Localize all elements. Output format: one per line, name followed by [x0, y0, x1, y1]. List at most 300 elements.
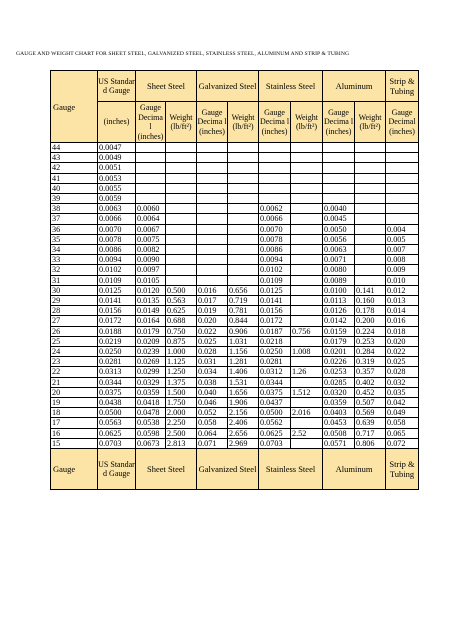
table-cell: 2.406: [228, 418, 259, 428]
gauge-number-cell: 38: [51, 204, 98, 214]
table-cell: [291, 306, 323, 316]
table-cell: [166, 214, 197, 224]
table-cell: 0.004: [386, 224, 419, 234]
table-cell: 0.0164: [136, 316, 166, 326]
table-cell: 1.26: [291, 367, 323, 377]
table-cell: [197, 275, 228, 285]
table-row: [51, 336, 419, 346]
table-cell: 0.500: [166, 285, 197, 295]
table-cell: 1.531: [228, 377, 259, 387]
table-cell: 0.032: [386, 377, 419, 387]
table-cell: [291, 194, 323, 204]
table-cell: 0.0071: [323, 255, 355, 265]
gauge-number-cell: 39: [51, 194, 98, 204]
table-cell: [386, 204, 419, 214]
footer-aluminum: Aluminum: [323, 449, 386, 490]
table-cell: 0.0418: [136, 398, 166, 408]
table-cell: [136, 153, 166, 163]
table-cell: 1.375: [166, 377, 197, 387]
table-cell: 0.020: [197, 316, 228, 326]
table-cell: 0.025: [386, 357, 419, 367]
table-cell: 0.0437: [259, 398, 291, 408]
table-cell: 0.160: [355, 296, 386, 306]
table-cell: 2.250: [166, 418, 197, 428]
table-cell: [355, 214, 386, 224]
table-cell: 1.750: [166, 398, 197, 408]
header-aluminum: Aluminum: [323, 71, 386, 102]
table-cell: 0.0125: [98, 285, 136, 295]
table-cell: [197, 214, 228, 224]
table-cell: [323, 194, 355, 204]
table-cell: 0.0218: [259, 336, 291, 346]
table-cell: [197, 255, 228, 265]
table-cell: [323, 143, 355, 153]
table-cell: 0.0102: [98, 265, 136, 275]
gauge-number-cell: 28: [51, 306, 98, 316]
table-cell: 0.0226: [323, 357, 355, 367]
table-cell: [259, 173, 291, 183]
table-cell: 1.156: [228, 347, 259, 357]
table-cell: 0.357: [355, 367, 386, 377]
table-cell: 0.0141: [259, 296, 291, 306]
table-cell: [166, 275, 197, 285]
chart-title: GAUGE AND WEIGHT CHART FOR SHEET STEEL, GALVANIZED STEEL, STAINLESS STEEL, ALUMINUM AND STRIP & TUBING: [16, 51, 350, 57]
table-cell: [386, 183, 419, 193]
table-cell: [291, 204, 323, 214]
footer-stainless-steel: Stainless Steel: [259, 449, 323, 490]
table-cell: [386, 163, 419, 173]
table-cell: 0.022: [197, 326, 228, 336]
table-cell: 2.016: [291, 408, 323, 418]
table-cell: 0.0105: [136, 275, 166, 285]
table-cell: 0.563: [166, 296, 197, 306]
table-cell: 0.0375: [259, 387, 291, 397]
table-row: [51, 143, 419, 153]
table-cell: 2.656: [228, 428, 259, 438]
table-cell: 0.0625: [259, 428, 291, 438]
table-cell: [197, 245, 228, 255]
table-cell: [323, 183, 355, 193]
table-cell: [355, 163, 386, 173]
table-cell: 0.0329: [136, 377, 166, 387]
table-cell: 0.009: [386, 265, 419, 275]
table-row: [51, 265, 419, 275]
table-cell: [197, 194, 228, 204]
table-row: [51, 285, 419, 295]
gauge-number-cell: 31: [51, 275, 98, 285]
table-cell: 0.253: [355, 336, 386, 346]
table-cell: 0.0050: [323, 224, 355, 234]
table-cell: 0.284: [355, 347, 386, 357]
header-stainless-weight: Weight (lb/ft²): [291, 102, 323, 143]
table-row: [51, 387, 419, 397]
table-cell: 0.0051: [98, 163, 136, 173]
table-row: [51, 224, 419, 234]
table-cell: 0.0059: [98, 194, 136, 204]
table-cell: 0.0285: [323, 377, 355, 387]
gauge-number-cell: 33: [51, 255, 98, 265]
table-row: [51, 316, 419, 326]
header-stainless-gauge-decimal: Gauge Decima l (inches): [259, 102, 291, 143]
table-cell: [355, 255, 386, 265]
header-sheet-steel: Sheet Steel: [136, 71, 197, 102]
gauge-number-cell: 26: [51, 326, 98, 336]
table-cell: [291, 275, 323, 285]
table-cell: [291, 357, 323, 367]
table-cell: 0.0040: [323, 204, 355, 214]
table-cell: [291, 377, 323, 387]
table-cell: 1.281: [228, 357, 259, 367]
table-cell: 0.0209: [136, 336, 166, 346]
table-cell: 0.0156: [98, 306, 136, 316]
table-cell: 0.0045: [323, 214, 355, 224]
table-cell: [166, 234, 197, 244]
table-cell: 0.0344: [259, 377, 291, 387]
table-cell: [291, 398, 323, 408]
table-cell: 0.0067: [136, 224, 166, 234]
table-cell: 0.040: [197, 387, 228, 397]
header-sheet-weight: Weight (lb/ft²): [166, 102, 197, 143]
table-row: [51, 296, 419, 306]
table-cell: 0.0313: [98, 367, 136, 377]
table-cell: 0.0063: [98, 204, 136, 214]
table-cell: [355, 183, 386, 193]
table-row: [51, 183, 419, 193]
table-cell: 2.969: [228, 438, 259, 448]
table-cell: [228, 275, 259, 285]
table-cell: 0.0102: [259, 265, 291, 275]
table-cell: 0.019: [197, 306, 228, 316]
table-cell: 0.507: [355, 398, 386, 408]
table-cell: 0.0320: [323, 387, 355, 397]
table-cell: 0.0113: [323, 296, 355, 306]
table-cell: 0.025: [197, 336, 228, 346]
table-cell: 0.0250: [98, 347, 136, 357]
gauge-number-cell: 18: [51, 408, 98, 418]
table-cell: 0.034: [197, 367, 228, 377]
table-cell: 2.813: [166, 438, 197, 448]
header-row-units: [51, 102, 419, 143]
table-cell: 0.0159: [323, 326, 355, 336]
gauge-number-cell: 30: [51, 285, 98, 295]
table-cell: 0.0269: [136, 357, 166, 367]
table-cell: [228, 245, 259, 255]
table-cell: 0.0142: [323, 316, 355, 326]
table-cell: [166, 143, 197, 153]
table-row: [51, 347, 419, 357]
table-cell: [291, 418, 323, 428]
table-cell: 0.0703: [98, 438, 136, 448]
table-cell: 0.0126: [323, 306, 355, 316]
table-cell: [197, 204, 228, 214]
table-cell: [355, 224, 386, 234]
table-cell: 0.008: [386, 255, 419, 265]
table-cell: 0.022: [386, 347, 419, 357]
table-cell: [228, 194, 259, 204]
table-cell: 0.0571: [323, 438, 355, 448]
table-cell: 1.406: [228, 367, 259, 377]
header-galvanized-steel: Galvanized Steel: [197, 71, 259, 102]
table-cell: 0.0082: [136, 245, 166, 255]
table-cell: 0.018: [386, 326, 419, 336]
table-cell: 0.319: [355, 357, 386, 367]
table-cell: 0.178: [355, 306, 386, 316]
table-cell: 0.656: [228, 285, 259, 295]
gauge-number-cell: 23: [51, 357, 98, 367]
header-alum-weight: Weight (lb/ft²): [355, 102, 386, 143]
table-cell: [355, 194, 386, 204]
table-cell: [228, 224, 259, 234]
header-sheet-gauge-decimal: Gauge Decima l (inches): [136, 102, 166, 143]
table-cell: 0.064: [197, 428, 228, 438]
table-cell: 0.0049: [98, 153, 136, 163]
table-cell: 0.072: [386, 438, 419, 448]
table-row: [51, 214, 419, 224]
table-cell: 0.031: [197, 357, 228, 367]
table-cell: [291, 173, 323, 183]
table-cell: 0.007: [386, 245, 419, 255]
table-cell: 0.0281: [259, 357, 291, 367]
table-cell: 0.0109: [259, 275, 291, 285]
table-cell: [197, 234, 228, 244]
table-cell: [197, 153, 228, 163]
table-cell: [166, 173, 197, 183]
header-galv-weight: Weight (lb/ft²): [228, 102, 259, 143]
table-cell: [291, 224, 323, 234]
table-cell: 0.402: [355, 377, 386, 387]
footer-us-standard-gauge: US Standar d Gauge: [98, 449, 136, 490]
table-cell: [355, 234, 386, 244]
table-cell: 0.0078: [259, 234, 291, 244]
gauge-number-cell: 44: [51, 143, 98, 153]
gauge-number-cell: 41: [51, 173, 98, 183]
table-cell: 0.0149: [136, 306, 166, 316]
table-cell: 1.250: [166, 367, 197, 377]
table-cell: 0.065: [386, 428, 419, 438]
table-cell: 0.071: [197, 438, 228, 448]
table-cell: [291, 336, 323, 346]
table-cell: 0.0056: [323, 234, 355, 244]
table-cell: 0.0047: [98, 143, 136, 153]
header-strip-tubing: Strip & Tubing: [386, 71, 419, 102]
table-cell: 0.0141: [98, 296, 136, 306]
table-cell: 0.0053: [98, 173, 136, 183]
table-row: [51, 245, 419, 255]
table-row: [51, 194, 419, 204]
table-cell: 2.500: [166, 428, 197, 438]
table-cell: 0.0080: [323, 265, 355, 275]
table-cell: [355, 143, 386, 153]
footer-strip-tubing: Strip & Tubing: [386, 449, 419, 490]
table-cell: [136, 163, 166, 173]
table-cell: 0.0625: [98, 428, 136, 438]
table-cell: 0.0060: [136, 204, 166, 214]
table-cell: [291, 163, 323, 173]
table-cell: 0.020: [386, 336, 419, 346]
table-cell: 0.0179: [136, 326, 166, 336]
table-cell: 0.0090: [136, 255, 166, 265]
gauge-number-cell: 35: [51, 234, 98, 244]
table-cell: [136, 143, 166, 153]
table-cell: 0.0453: [323, 418, 355, 428]
table-cell: [291, 255, 323, 265]
table-cell: [166, 224, 197, 234]
table-cell: 0.0179: [323, 336, 355, 346]
table-cell: [291, 265, 323, 275]
table-cell: [197, 224, 228, 234]
table-cell: [228, 265, 259, 275]
header-strip-gauge-decimal: Gauge Decimal (inches): [386, 102, 419, 143]
header-us-inches: (inches): [98, 102, 136, 143]
table-cell: 0.0086: [98, 245, 136, 255]
table-cell: 0.0172: [259, 316, 291, 326]
table-cell: 0.0375: [98, 387, 136, 397]
table-cell: 0.0109: [98, 275, 136, 285]
gauge-number-cell: 24: [51, 347, 98, 357]
table-cell: 0.046: [197, 398, 228, 408]
table-cell: 0.0344: [98, 377, 136, 387]
table-row: [51, 153, 419, 163]
table-cell: 0.038: [197, 377, 228, 387]
table-cell: [166, 183, 197, 193]
table-cell: [386, 143, 419, 153]
table-cell: [166, 194, 197, 204]
table-cell: [259, 143, 291, 153]
gauge-number-cell: 27: [51, 316, 98, 326]
table-cell: 1.000: [166, 347, 197, 357]
table-cell: 0.0538: [136, 418, 166, 428]
table-row: [51, 275, 419, 285]
table-cell: 0.012: [386, 285, 419, 295]
table-cell: 0.010: [386, 275, 419, 285]
table-cell: [197, 265, 228, 275]
table-cell: [197, 183, 228, 193]
table-cell: [228, 143, 259, 153]
table-cell: 0.224: [355, 326, 386, 336]
table-cell: 0.141: [355, 285, 386, 295]
gauge-number-cell: 36: [51, 224, 98, 234]
table-cell: 0.844: [228, 316, 259, 326]
table-cell: 0.058: [386, 418, 419, 428]
table-cell: 1.906: [228, 398, 259, 408]
table-cell: [386, 153, 419, 163]
table-cell: [291, 245, 323, 255]
table-cell: [197, 173, 228, 183]
table-cell: 0.005: [386, 234, 419, 244]
table-cell: 0.017: [197, 296, 228, 306]
table-cell: [166, 153, 197, 163]
table-cell: 0.0187: [259, 326, 291, 336]
table-cell: [386, 214, 419, 224]
header-stainless-steel: Stainless Steel: [259, 71, 323, 102]
table-cell: 0.0070: [259, 224, 291, 234]
table-cell: [136, 183, 166, 193]
table-cell: [136, 173, 166, 183]
table-row: [51, 438, 419, 448]
table-row: [51, 204, 419, 214]
table-cell: [228, 183, 259, 193]
table-cell: [228, 214, 259, 224]
table-cell: 0.016: [386, 316, 419, 326]
table-cell: 0.0312: [259, 367, 291, 377]
table-cell: [323, 173, 355, 183]
gauge-number-cell: 15: [51, 438, 98, 448]
table-cell: [355, 153, 386, 163]
table-cell: [355, 265, 386, 275]
gauge-weight-table: [50, 70, 419, 490]
table-cell: 0.058: [197, 418, 228, 428]
table-cell: 2.000: [166, 408, 197, 418]
table-cell: [166, 245, 197, 255]
table-cell: 0.0438: [98, 398, 136, 408]
table-cell: 0.0500: [259, 408, 291, 418]
table-cell: [355, 173, 386, 183]
header-row-groups: [51, 71, 419, 102]
table-cell: 0.0598: [136, 428, 166, 438]
table-cell: 0.0500: [98, 408, 136, 418]
table-cell: 0.028: [197, 347, 228, 357]
table-cell: 0.0201: [323, 347, 355, 357]
gauge-number-cell: 16: [51, 428, 98, 438]
table-cell: 0.0359: [323, 398, 355, 408]
table-cell: [291, 438, 323, 448]
table-cell: 0.0064: [136, 214, 166, 224]
table-cell: 0.0299: [136, 367, 166, 377]
table-row: [51, 398, 419, 408]
table-cell: 0.569: [355, 408, 386, 418]
table-row: [51, 367, 419, 377]
table-cell: [166, 204, 197, 214]
table-cell: 0.0094: [259, 255, 291, 265]
table-cell: 0.0703: [259, 438, 291, 448]
table-row: [51, 418, 419, 428]
table-row: [51, 306, 419, 316]
table-cell: 0.042: [386, 398, 419, 408]
table-cell: 0.750: [166, 326, 197, 336]
table-cell: 0.0403: [323, 408, 355, 418]
gauge-number-cell: 34: [51, 245, 98, 255]
table-cell: 0.719: [228, 296, 259, 306]
table-cell: [386, 173, 419, 183]
table-cell: [355, 275, 386, 285]
table-cell: 0.0253: [323, 367, 355, 377]
table-cell: 1.512: [291, 387, 323, 397]
table-cell: [228, 255, 259, 265]
table-cell: [166, 163, 197, 173]
table-cell: 1.500: [166, 387, 197, 397]
table-cell: [291, 234, 323, 244]
table-body: [51, 143, 419, 449]
table-cell: 0.0066: [259, 214, 291, 224]
table-cell: 0.717: [355, 428, 386, 438]
table-cell: [291, 183, 323, 193]
footer-galvanized-steel: Galvanized Steel: [197, 449, 259, 490]
table-cell: [291, 153, 323, 163]
table-cell: 2.52: [291, 428, 323, 438]
table-cell: [259, 153, 291, 163]
table-cell: 0.0359: [136, 387, 166, 397]
table-cell: 0.0089: [323, 275, 355, 285]
table-cell: 0.200: [355, 316, 386, 326]
table-cell: [259, 163, 291, 173]
table-cell: 0.0078: [98, 234, 136, 244]
table-cell: 0.0563: [98, 418, 136, 428]
table-cell: [291, 214, 323, 224]
table-cell: [228, 204, 259, 214]
gauge-number-cell: 20: [51, 387, 98, 397]
table-cell: 0.688: [166, 316, 197, 326]
table-cell: [386, 194, 419, 204]
